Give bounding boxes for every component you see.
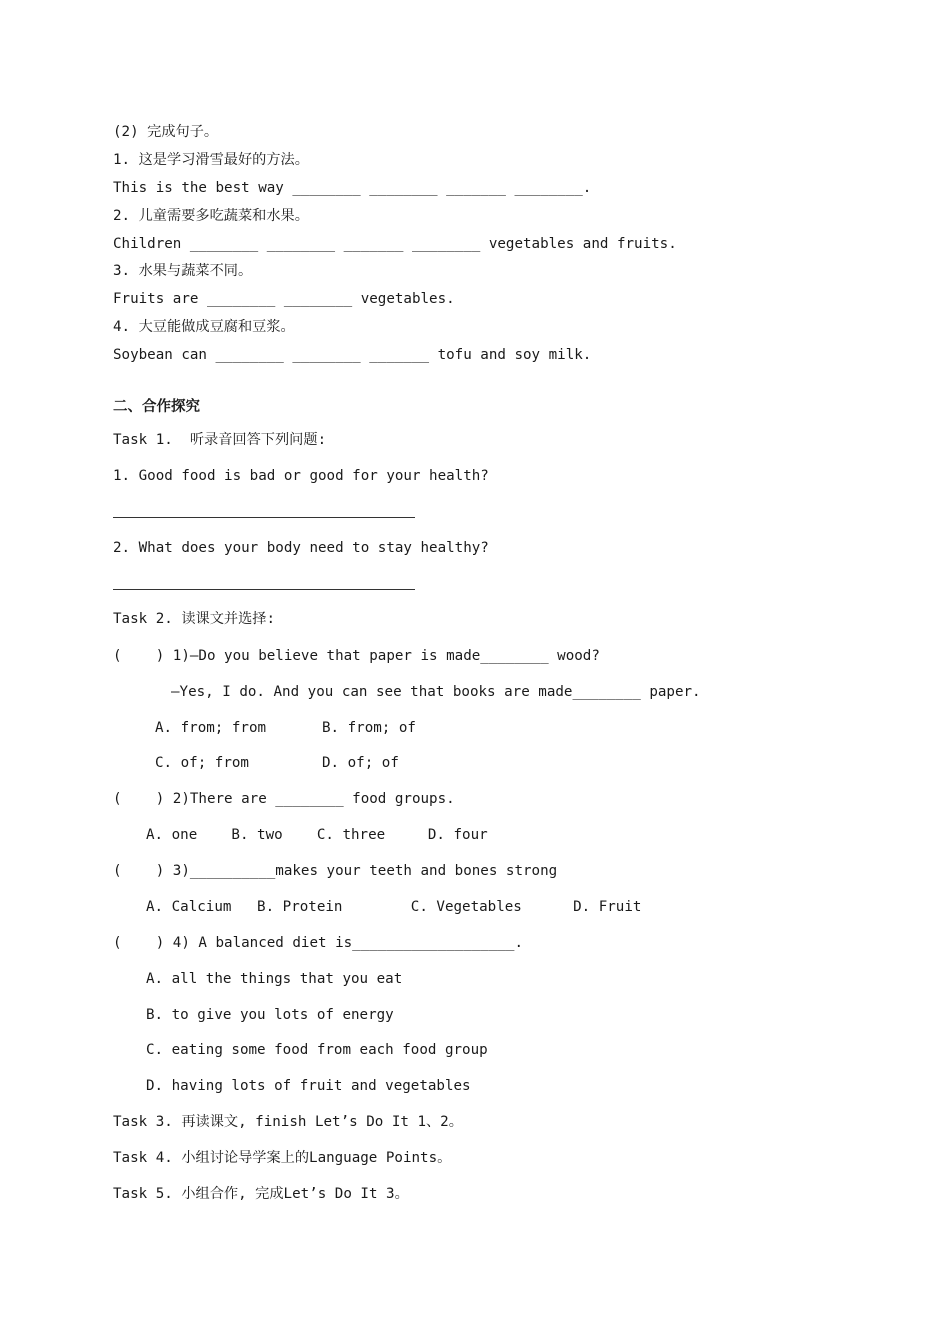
task2-q1-stem-reply: —Yes, I do. And you can see that books are made________ paper. xyxy=(171,684,701,700)
task2-q1-option-d: D. of; of xyxy=(322,755,399,771)
task2-q4-option-b: B. to give you lots of energy xyxy=(146,1007,394,1023)
task2-q4-option-c: C. eating some food from each food group xyxy=(146,1042,488,1058)
task1-question-2: 2. What does your body need to stay healthy? xyxy=(113,540,489,556)
item-3-chinese: 3. 水果与蔬菜不同。 xyxy=(113,263,253,279)
task2-q4-option-d: D. having lots of fruit and vegetables xyxy=(146,1078,471,1094)
task1-label: Task 1. 听录音回答下列问题: xyxy=(113,432,327,448)
task2-q2-options: A. one B. two C. three D. four xyxy=(146,827,488,843)
task2-q4-stem: ( ) 4) A balanced diet is___________________. xyxy=(113,935,523,951)
task4-label: Task 4. 小组讨论导学案上的Language Points。 xyxy=(113,1150,452,1166)
item-4-chinese: 4. 大豆能做成豆腐和豆浆。 xyxy=(113,319,295,335)
task2-q2-stem: ( ) 2)There are ________ food groups. xyxy=(113,791,455,807)
task2-label: Task 2. 读课文并选择: xyxy=(113,611,275,627)
task1-question-1: 1. Good food is bad or good for your health? xyxy=(113,468,489,484)
task5-label: Task 5. 小组合作, 完成Let’s Do It 3。 xyxy=(113,1186,409,1202)
task2-q1-stem: ( ) 1)—Do you believe that paper is made________ wood? xyxy=(113,648,600,664)
task2-q3-stem: ( ) 3)__________makes your teeth and bones strong xyxy=(113,863,558,879)
answer-line-2[interactable] xyxy=(113,589,415,590)
item-4-english: Soybean can ________ ________ _______ tofu and soy milk. xyxy=(113,347,592,363)
item-1-chinese: 1. 这是学习滑雪最好的方法。 xyxy=(113,152,309,168)
task2-q1-option-b: B. from; of xyxy=(322,720,416,736)
section-title-cooperation: 二、合作探究 xyxy=(113,399,200,415)
task2-q4-option-a: A. all the things that you eat xyxy=(146,971,403,987)
section-part2-header: (2) 完成句子。 xyxy=(113,124,219,140)
task2-q1-option-a: A. from; from xyxy=(155,720,267,736)
item-1-english: This is the best way ________ ________ _______ ________. xyxy=(113,180,592,196)
task3-label: Task 3. 再读课文, finish Let’s Do It 1、2。 xyxy=(113,1114,463,1130)
answer-line-1[interactable] xyxy=(113,517,415,518)
task2-q3-options: A. Calcium B. Protein C. Vegetables D. Fruit xyxy=(146,899,642,915)
item-2-english: Children ________ ________ _______ ________ vegetables and fruits. xyxy=(113,236,677,252)
item-3-english: Fruits are ________ ________ vegetables. xyxy=(113,291,455,307)
item-2-chinese: 2. 儿童需要多吃蔬菜和水果。 xyxy=(113,208,309,224)
task2-q1-option-c: C. of; from xyxy=(155,755,249,771)
